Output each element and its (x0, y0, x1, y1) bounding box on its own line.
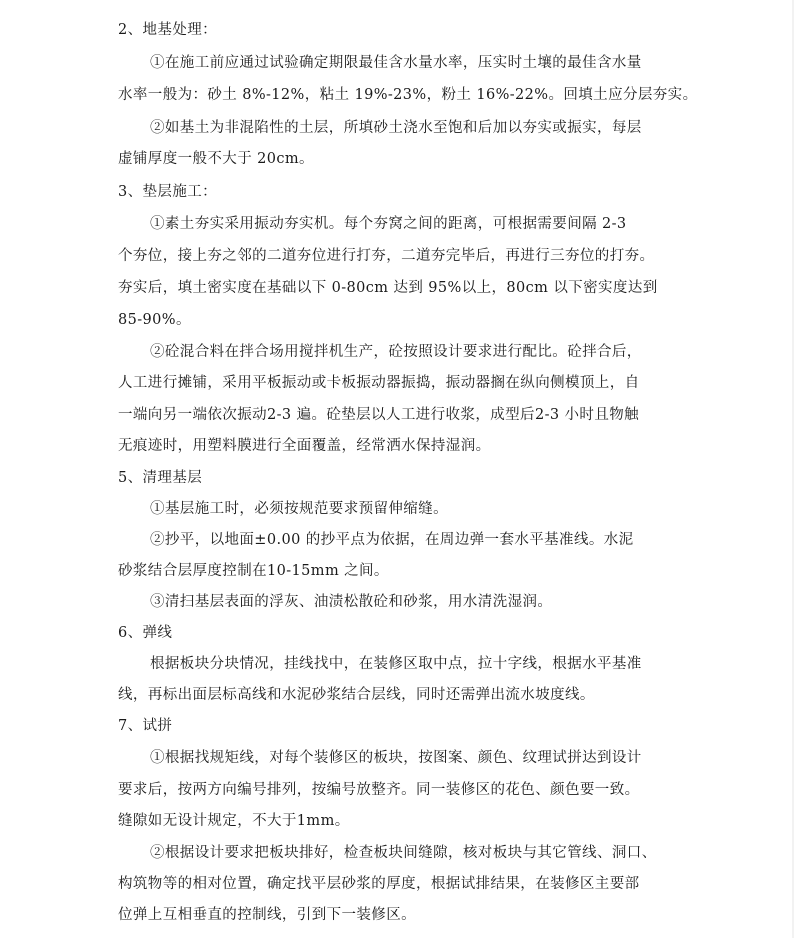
paragraph-line: 一端向另一端依次振动2-3 遍。砼垫层以人工进行收浆，成型后2-3 小时且物触 (118, 407, 640, 423)
paragraph-line: ②抄平，以地面±0.00 的抄平点为依据，在周边弹一套水平基准线。水泥 (150, 532, 634, 548)
paragraph-line: 人工进行摊铺，采用平板振动或卡板振动器振捣，振动器搁在纵向侧模顶上，自 (118, 375, 640, 391)
section-heading-foundation: 2、地基处理： (118, 22, 218, 38)
paragraph-line: 缝隙如无设计规定，不大于1mm。 (118, 813, 350, 829)
paragraph-line: 85-90%。 (118, 312, 191, 328)
paragraph-line: 夯实后，填土密实度在基础以下 0-80cm 达到 95%以上，80cm 以下密实度达到 (118, 280, 658, 296)
paragraph-line: ①基层施工时，必须按规范要求预留伸缩缝。 (150, 501, 448, 517)
paragraph-line: 线，再标出面层标高线和水泥砂浆结合层线，同时还需弹出流水坡度线。 (118, 687, 595, 703)
paragraph-line: 要求后，按两方向编号排列，按编号放整齐。同一装修区的花色、颜色要一致。 (118, 782, 640, 798)
paragraph-line: ①在施工前应通过试验确定期限最佳含水量水率，压实时土壤的最佳含水量 (150, 55, 642, 71)
paragraph-line: 根据板块分块情况，挂线找中，在装修区取中点，拉十字线，根据水平基准 (150, 656, 642, 672)
paragraph-line: ①根据找规矩线，对每个装修区的板块，按图案、颜色、纹理试拼达到设计 (150, 750, 642, 766)
section-heading-snap-line: 6、弹线 (118, 625, 173, 641)
paragraph-line: ①素土夯实采用振动夯实机。每个夯窝之间的距离，可根据需要间隔 2-3 (150, 216, 627, 232)
paragraph-line: ②根据设计要求把板块排好，检查板块间缝隙，核对板块与其它管线、洞口、 (150, 845, 657, 861)
paragraph-line: ②砼混合料在拌合场用搅拌机生产，砼按照设计要求进行配比。砼拌合后， (150, 344, 642, 360)
paragraph-line: 构筑物等的相对位置，确定找平层砂浆的厚度，根据试排结果，在装修区主要部 (118, 876, 640, 892)
paragraph-line: 水率一般为：砂土 8%-12%，粘土 19%-23%，粉土 16%-22%。回填土应分层夯实。 (118, 87, 698, 103)
paragraph-line: 虚铺厚度一般不大于 20cm。 (118, 151, 314, 167)
paragraph-line: 位弹上互相垂直的控制线，引到下一装修区。 (118, 907, 416, 923)
paragraph-line: ②如基土为非混陷性的土层，所填砂土浇水至饱和后加以夯实或振实，每层 (150, 120, 642, 136)
paragraph-line: 无痕迹时，用塑料膜进行全面覆盖，经常洒水保持湿润。 (118, 438, 491, 454)
paragraph-line: ③清扫基层表面的浮灰、油渍松散砼和砂浆，用水清洗湿润。 (150, 594, 553, 610)
section-heading-trial-lay: 7、试拼 (118, 718, 173, 734)
paragraph-line: 砂浆结合层厚度控制在10-15mm 之间。 (118, 563, 389, 579)
paragraph-line: 个夯位，接上夯之邻的二道夯位进行打夯，二道夯完毕后，再进行三夯位的打夯。 (118, 248, 655, 264)
section-heading-cushion: 3、垫层施工： (118, 184, 218, 200)
section-heading-clean-base: 5、清理基层 (118, 470, 203, 486)
